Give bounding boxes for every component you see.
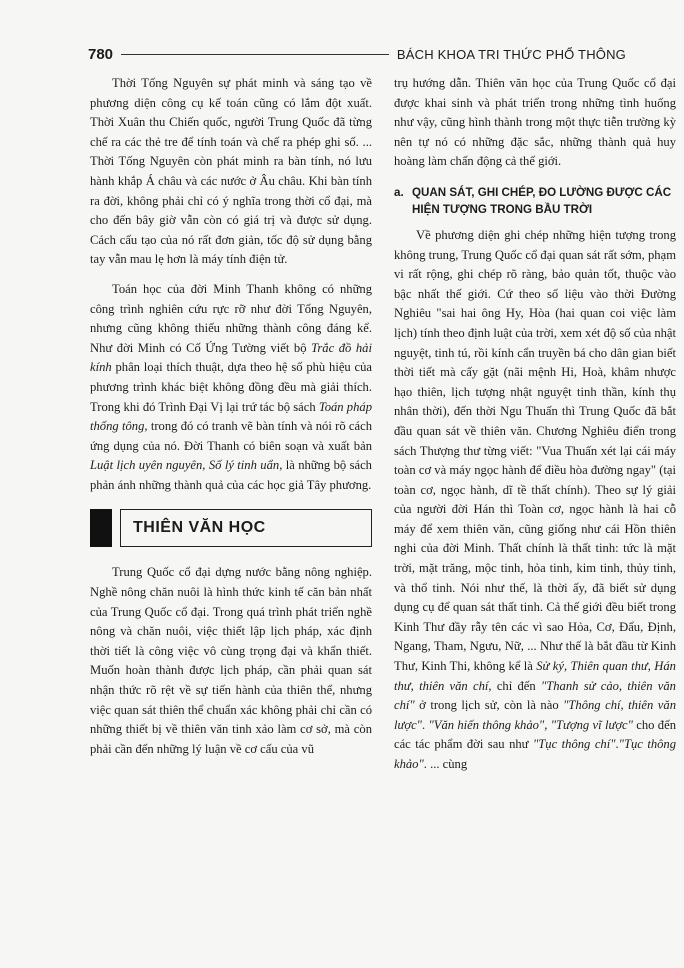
- text-run: ở trong lịch sử, còn là nào: [414, 698, 564, 713]
- book-title-italic: Trắc đồ hải kính: [90, 340, 372, 375]
- left-column: [90, 74, 372, 769]
- text-run: Về phương diện ghi chép những hiện tượng trong không trung, Trung Quốc cổ đại quan sát rất sớm, phạm vi rất rộng, ghi chép rõ ràng, bảo quản tốt, thuộc vào bậc nhất thế giới. Cứ theo số liệu vào thời Đường Nghiêu "sai hai ông Hy, Hòa (hai quan coi việc làm lịch) tính theo định luật của trời, xem xét độ số của nhật nguyệt, tinh tú, rồi kính cẩn truyền bá cho dân gian biết thời tiết mà cấy gặt (nãi mệnh Hi, Hoà, khâm nhược hạo thiên, lịch tượng nhật nguyệt tinh thần, kính thụ nhân thời), đến thời Ngu Thuấn thì Trung Quốc đã bắt đầu quan sát về thiên văn. Chương Nghiêu điển trong sách Thượng thư từng viết: "Vua Thuấn xét lại cái máy toàn cơ và máy ngọc hành để điều hòa đường ngay" (tại toàn cơ, ngọc hành, dĩ tề thất chính). Theo sự lý giải của người đời Hán thì Toàn cơ, ngọc hành là hai cỗ máy để xem thiên văn, cũng giống như cái Hồn thiên nghi của đời Minh. Thất chính là thất tinh: tức là mặt trời, mặt trăng, mộc tinh, hỏa tinh, kim tinh, thủy tinh, và thổ tinh. Nói như thế, là thời ấy, đã biết sử dụng dụng cụ để quan sát thất tinh. Cả thế giới đều biết trong Kinh Thư đầy rẫy tên các vì sao Hỏa, Cơ, Đẩu, Định, Ngang, Tham, Ngưu, Nữ, ... Như thế là bắt đầu từ Kinh Thư, Kinh Thi, không kể là: [394, 227, 676, 674]
- text-run: Toán học của đời Minh Thanh không có những công trình nghiên cứu rực rỡ như đời Tống Nguyên, nhưng cũng không thiếu những thành công đáng kể. Như đời Minh có Cố Ứng Tường viết bộ: [90, 281, 372, 355]
- text-run: , trong đó có tranh vẽ bàn tính và nói rõ cách ứng dụng của nó. Đời Thanh có biên soạn và xuất bản: [90, 419, 372, 453]
- subsection-title: QUAN SÁT, GHI CHÉP, ĐO LƯỜNG ĐƯỢC CÁC HIỆN TƯỢNG TRONG BẦU TRỜI: [412, 185, 672, 216]
- right-column: [394, 74, 676, 785]
- text-run: phân loại thích thuật, dựa theo hệ số phù hiệu của phương trình khác biệt không đồng đều mà giải thích. Trong khi đó Trình Đại Vị lại trứ tác bộ sách: [90, 360, 372, 414]
- running-title: BÁCH KHOA TRI THỨC PHỔ THÔNG: [396, 46, 626, 62]
- section-heading: [90, 509, 372, 547]
- text-run: cho đến các tác phẩm đời sau như: [394, 717, 676, 752]
- paragraph-continued: trụ hướng dẫn. Thiên văn học của Trung Quốc cổ đại được khai sinh và phát triển trong những tình huống như vậy, cũng hình thành trong một thực tiễn trường kỳ nên tự nó có những đặc sắc, những thành quả huy hoàng làm chấn động cả thế giới.: [394, 76, 676, 169]
- subsection-heading: [394, 184, 676, 218]
- paragraph-astronomy-intro: Trung Quốc cổ đại dựng nước bằng nông nghiệp. Nghề nông chăn nuôi là hình thức kinh tế căn bản nhất của Trung Quốc cổ đại. Trong quá trình phát triển nghề nông và chăn nuôi, việc thiết lập lịch pháp, xác định thời tiết là công việc vô cùng trọng đại và khẩn thiết. Muốn hoàn thành được lịch pháp, cần phải quan sát nhận thức rõ rệt về sự tiến hành của thiên thể, nhưng việc quan sát thiên thể chuẩn xác không phải chỉ cần có những thiết bị về thiên văn tinh xảo làm cơ sở, mà còn phải cần đến những lý luận về cơ cấu của vũ: [90, 565, 372, 756]
- book-title-italic: Luật lịch uyên nguyên, Số lý tinh uẩn: [90, 458, 280, 473]
- book-title-italic: "Thanh sử cảo, thiên văn chí": [394, 678, 676, 713]
- book-title-italic: Toán pháp thống tông: [90, 399, 372, 434]
- text-run: .: [421, 717, 429, 732]
- header-rule: [121, 54, 389, 55]
- page-number: 780: [88, 45, 114, 63]
- paragraph-observation: [394, 226, 676, 775]
- text-run: . ... cùng: [423, 757, 468, 771]
- section-marker-bar: [90, 509, 112, 547]
- paragraph-ming-qing-math: [90, 280, 372, 496]
- book-title-italic: "Văn hiến thông khảo", "Tượng vĩ lược": [428, 717, 633, 732]
- text-run: , chỉ đến: [488, 678, 541, 693]
- book-title-italic: "Tục thông khảo": [394, 737, 677, 771]
- section-title: THIÊN VĂN HỌC: [120, 509, 372, 547]
- text-run: .: [615, 737, 619, 752]
- subsection-number: a.: [394, 185, 404, 199]
- book-title-italic: Sử ký, Thiên quan thư, Hán thư, thiên văn chí: [394, 659, 676, 693]
- book-title-italic: "Tục thông chí": [532, 737, 616, 752]
- page-header: [88, 44, 626, 64]
- paragraph-abacus: Thời Tống Nguyên sự phát minh và sáng tạo về phương diện công cụ kế toán cũng có lắm đột xuất. Thời Xuân thu Chiến quốc, người Trung Quốc đã từng chế ra các thẻ tre để tính toán và chế ra phép ghi số. ... Thời Tống Nguyên còn phát minh ra bàn tính, nó lưu hành khắp Á châu và các nước ở Âu châu. Khi bàn tính ra đời, không phải chỉ có ý nghĩa trong thời cổ đại, mà cho đến bây giờ vẫn còn có giá trị và được sử dụng. Cách cấu tạo của nó rất đơn giản, tốc độ sử dụng bằng tay vẫn mau lẹ hơn là máy tính điện tử.: [90, 76, 372, 267]
- text-run: , là những bộ sách phản ánh những thành quả của các học giả Tây phương.: [90, 458, 372, 492]
- book-title-italic: "Thông chí, thiên văn lược": [394, 698, 676, 732]
